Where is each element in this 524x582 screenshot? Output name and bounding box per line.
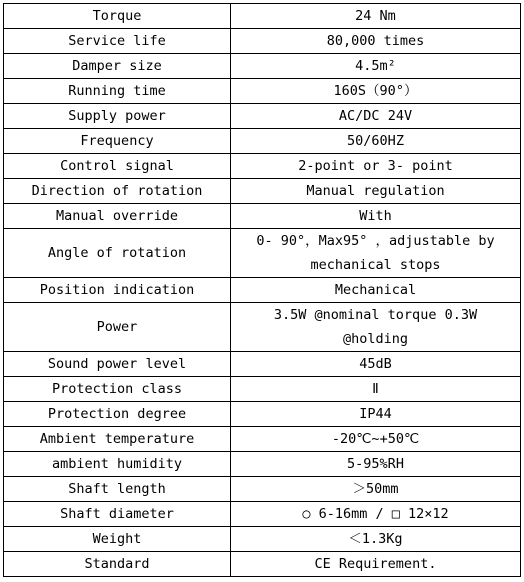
specification-table: [3, 3, 521, 577]
row-value-control-signal: 2-point or 3- point: [231, 154, 521, 179]
table-row: [4, 377, 521, 402]
row-value-service-life: 80,000 times: [231, 29, 521, 54]
table-row: [4, 477, 521, 502]
row-label-shaft-diameter: Shaft diameter: [4, 502, 231, 527]
row-value-direction-of-rotation: Manual regulation: [231, 179, 521, 204]
table-row: [4, 427, 521, 452]
row-label-damper-size: Damper size: [4, 54, 231, 79]
power-line-1: 3.5W @nominal torque 0.3W: [273, 307, 478, 323]
row-label-position-indication: Position indication: [4, 278, 231, 303]
row-value-ambient-temperature: -20℃~+50℃: [231, 427, 521, 452]
table-row: [4, 204, 521, 229]
row-value-damper-size: 4.5m²: [231, 54, 521, 79]
row-value-position-indication: Mechanical: [231, 278, 521, 303]
table-row: [4, 104, 521, 129]
row-value-frequency: 50/60HZ: [231, 129, 521, 154]
row-value-manual-override: With: [231, 204, 521, 229]
row-label-sound-power-level: Sound power level: [4, 352, 231, 377]
row-label-running-time: Running time: [4, 79, 231, 104]
power-line-2: @holding: [342, 331, 409, 347]
table-row: [4, 154, 521, 179]
row-label-shaft-length: Shaft length: [4, 477, 231, 502]
row-label-frequency: Frequency: [4, 129, 231, 154]
table-row: [4, 129, 521, 154]
table-row: [4, 452, 521, 477]
table-row: [4, 29, 521, 54]
row-value-shaft-diameter: ○ 6-16mm / □ 12×12: [231, 502, 521, 527]
row-value-supply-power: AC/DC 24V: [231, 104, 521, 129]
row-label-control-signal: Control signal: [4, 154, 231, 179]
row-value-weight: ＜1.3Kg: [231, 527, 521, 552]
table-row: [4, 229, 521, 278]
table-row: [4, 4, 521, 29]
row-value-ambient-humidity: 5-95%RH: [231, 452, 521, 477]
table-row: [4, 352, 521, 377]
row-label-torque: Torque: [4, 4, 231, 29]
row-label-service-life: Service life: [4, 29, 231, 54]
table-row: [4, 278, 521, 303]
table-row: [4, 179, 521, 204]
row-value-sound-power-level: 45dB: [231, 352, 521, 377]
row-label-standard: Standard: [4, 552, 231, 577]
row-label-weight: Weight: [4, 527, 231, 552]
row-label-manual-override: Manual override: [4, 204, 231, 229]
row-label-power: Power: [4, 303, 231, 352]
row-value-protection-degree: IP44: [231, 402, 521, 427]
table-row: [4, 552, 521, 577]
row-value-running-time: 160S（90°）: [231, 79, 521, 104]
angle-of-rotation-line-2: mechanical stops: [310, 257, 441, 273]
row-label-protection-degree: Protection degree: [4, 402, 231, 427]
row-label-protection-class: Protection class: [4, 377, 231, 402]
row-value-standard: CE Requirement.: [231, 552, 521, 577]
table-row: [4, 54, 521, 79]
angle-of-rotation-line-1: 0- 90°，Max95° ，adjustable by: [256, 233, 495, 249]
table-row: [4, 502, 521, 527]
row-label-ambient-temperature: Ambient temperature: [4, 427, 231, 452]
table-row: [4, 79, 521, 104]
row-label-ambient-humidity: ambient humidity: [4, 452, 231, 477]
row-label-angle-of-rotation: Angle of rotation: [4, 229, 231, 278]
row-value-protection-class: Ⅱ: [231, 377, 521, 402]
row-value-angle-of-rotation: [231, 229, 521, 278]
table-row: [4, 402, 521, 427]
row-value-power: [231, 303, 521, 352]
row-value-torque: 24 Nm: [231, 4, 521, 29]
row-label-direction-of-rotation: Direction of rotation: [4, 179, 231, 204]
row-value-shaft-length: ＞50mm: [231, 477, 521, 502]
table-row: [4, 527, 521, 552]
row-label-supply-power: Supply power: [4, 104, 231, 129]
table-row: [4, 303, 521, 352]
